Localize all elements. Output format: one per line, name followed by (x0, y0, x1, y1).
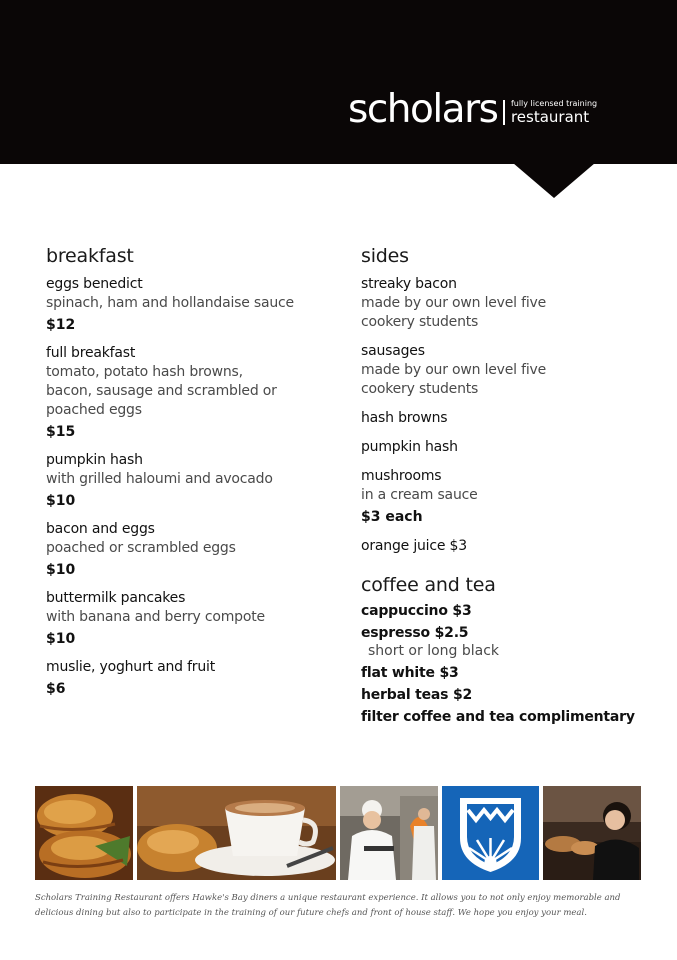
breakfast-list (46, 275, 336, 699)
item-name: pumpkin hash (46, 452, 143, 468)
item-price: $10 (46, 493, 76, 509)
side-item (361, 275, 661, 332)
side-item (361, 438, 661, 457)
item-description: poached or scrambled eggs (46, 540, 236, 556)
item-name: hash browns (361, 410, 448, 426)
brand-divider (503, 100, 505, 125)
item-name: bacon and eggs (46, 521, 155, 537)
menu-item (46, 658, 336, 699)
menu-item (46, 451, 336, 511)
item-description: cookery students (361, 381, 479, 397)
item-price: $3 each (361, 509, 423, 525)
breakfast-section (46, 243, 336, 708)
coffee-item: filter coffee and tea complimentary (361, 709, 635, 725)
item-name: orange juice $3 (361, 538, 467, 554)
side-item (361, 467, 661, 527)
coffee-item: espresso $2.5 (361, 625, 469, 641)
item-description: in a cream sauce (361, 487, 478, 503)
coffee-item-description: short or long black (368, 643, 500, 659)
item-price: $6 (46, 681, 66, 697)
section-title-breakfast: breakfast (46, 245, 134, 267)
item-description: made by our own level five (361, 362, 547, 378)
item-description: with banana and berry compote (46, 609, 265, 625)
item-description: spinach, ham and hollandaise sauce (46, 295, 294, 311)
item-description: poached eggs (46, 402, 142, 418)
coffee-item: herbal teas $2 (361, 687, 473, 703)
coffee-list (361, 600, 661, 728)
item-price: $10 (46, 562, 76, 578)
item-name: eggs benedict (46, 276, 143, 292)
menu-item (46, 589, 336, 649)
brand-name: scholars (348, 87, 498, 132)
institute-logo (442, 786, 539, 880)
item-description: made by our own level five (361, 295, 547, 311)
item-name: buttermilk pancakes (46, 590, 186, 606)
item-name: pumpkin hash (361, 439, 458, 455)
coffee-cup-photo (137, 786, 336, 880)
header-notch (513, 163, 595, 198)
header-banner (0, 0, 677, 164)
brand-logo (348, 87, 598, 132)
side-item (361, 342, 661, 399)
croissants-photo (35, 786, 133, 880)
item-description: cookery students (361, 314, 479, 330)
item-price: $10 (46, 631, 76, 647)
coffee-item: cappuccino $3 (361, 603, 472, 619)
item-description: bacon, sausage and scrambled or (46, 383, 277, 399)
item-name: streaky bacon (361, 276, 457, 292)
menu-item (46, 275, 336, 335)
item-name: sausages (361, 343, 425, 359)
coffee-item: flat white $3 (361, 665, 459, 681)
item-name: mushrooms (361, 468, 442, 484)
brand-tagline-small: fully licensed training (510, 99, 598, 108)
item-name: muslie, yoghurt and fruit (46, 659, 216, 675)
brand-tagline-big: restaurant (510, 108, 590, 126)
waitress-photo (543, 786, 641, 880)
section-title-sides: sides (361, 245, 409, 267)
chef-kitchen-photo (340, 786, 438, 880)
sides-section (361, 243, 661, 728)
sides-list (361, 275, 661, 556)
section-title-coffee: coffee and tea (361, 574, 496, 596)
item-price: $12 (46, 317, 76, 333)
side-item (361, 537, 661, 556)
item-description: tomato, potato hash browns, (46, 364, 243, 380)
item-price: $15 (46, 424, 76, 440)
photo-strip (35, 786, 641, 880)
menu-item (46, 344, 336, 442)
item-name: full breakfast (46, 345, 136, 361)
side-item (361, 409, 661, 428)
footer-note: Scholars Training Restaurant offers Hawke's Bay diners a unique restaurant experience. It allows you to not only enjoy memorable and delicious dining but also to participate in the training of our future chefs and front of house staff. We hope you enjoy your meal. (35, 893, 621, 918)
menu-item (46, 520, 336, 580)
brand-tagline (511, 99, 597, 125)
item-description: with grilled haloumi and avocado (46, 471, 273, 487)
